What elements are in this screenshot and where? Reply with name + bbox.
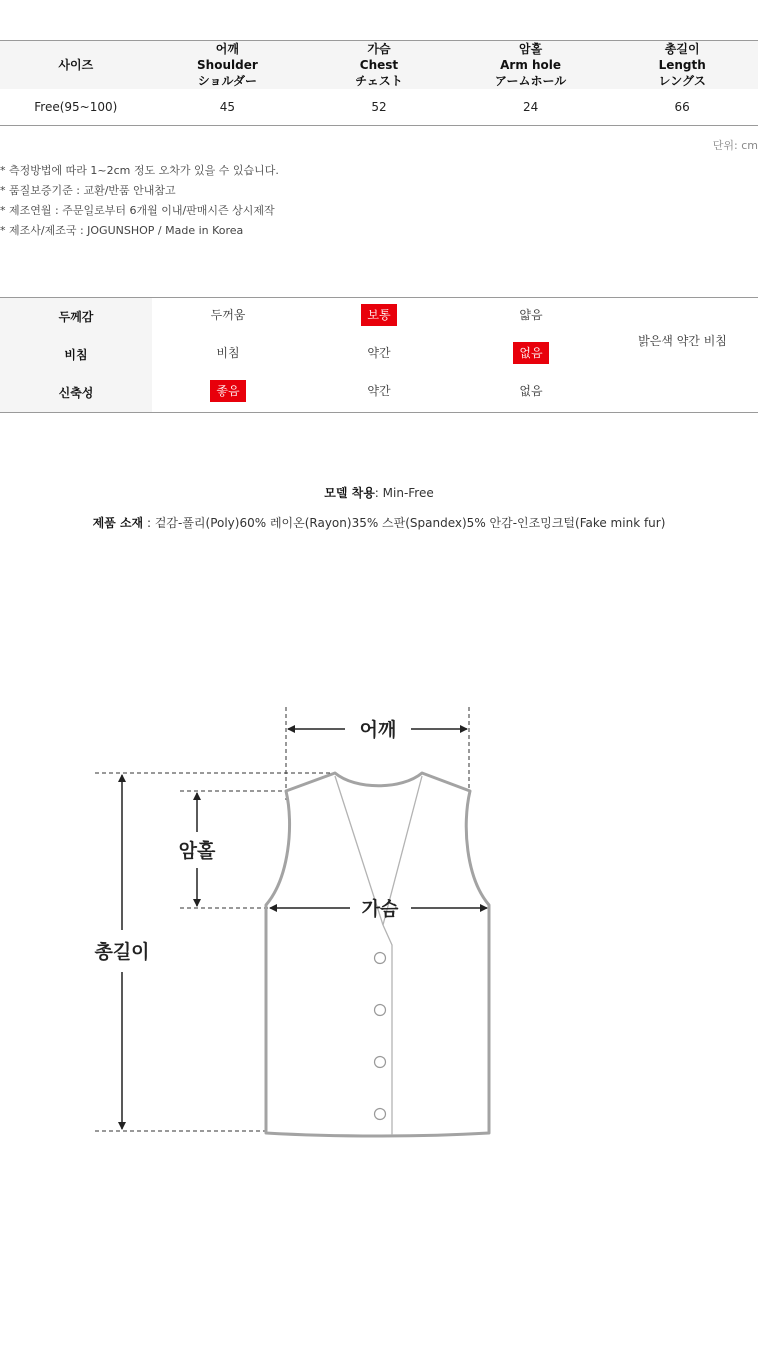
selected-badge: 좋음 xyxy=(210,380,245,402)
header-size: 사이즈 xyxy=(58,58,94,72)
fabric-table xyxy=(0,297,758,413)
model-info xyxy=(0,484,758,501)
fabric-option xyxy=(163,380,293,402)
fabric-label-sheerness: 비침 xyxy=(64,348,88,362)
fabric-option: 없음 xyxy=(519,384,543,398)
fabric-option xyxy=(314,304,444,326)
fabric-option: 얇음 xyxy=(519,308,543,322)
material-label: 제품 소재 xyxy=(92,516,144,530)
button-icon xyxy=(375,1109,386,1120)
unit-label: 단위: cm xyxy=(712,139,758,152)
length-label: 총길이 xyxy=(94,941,150,963)
model-value: : Min-Free xyxy=(374,486,434,500)
row-length-value: 66 xyxy=(674,100,690,114)
row-armhole-value: 24 xyxy=(522,100,539,114)
row-size: Free(95~100) xyxy=(34,100,118,114)
fabric-option: 약간 xyxy=(367,346,391,360)
fabric-option: 두꺼움 xyxy=(210,308,246,322)
note-item: * 측정방법에 따라 1~2cm 정도 오차가 있을 수 있습니다. xyxy=(0,164,279,177)
selected-badge: 보통 xyxy=(361,304,396,326)
note-item: * 품질보증기준 : 교환/반품 안내참고 xyxy=(0,184,176,197)
note-item: * 제조사/제조국 : JOGUNSHOP / Made in Korea xyxy=(0,224,244,237)
header-armhole: 암홀 Arm hole アームホール xyxy=(494,42,567,88)
notes-list xyxy=(0,161,279,241)
row-chest-value: 52 xyxy=(371,100,387,114)
header-chest: 가슴 Chest チェスト xyxy=(355,42,403,88)
model-label: 모델 착용 xyxy=(324,486,375,500)
material-info xyxy=(0,514,758,531)
fabric-note: 밝은색 약간 비침 xyxy=(638,334,727,348)
shoulder-label: 어깨 xyxy=(359,719,397,741)
chest-label: 가슴 xyxy=(361,898,399,920)
button-icon xyxy=(375,1005,386,1016)
header-shoulder: 어깨 Shoulder ショルダー xyxy=(197,42,258,88)
fabric-label-stretch: 신축성 xyxy=(58,386,94,400)
fabric-label-thickness: 두께감 xyxy=(58,310,94,324)
button-icon xyxy=(375,1057,386,1068)
selected-badge: 없음 xyxy=(513,342,548,364)
measurement-arrows xyxy=(122,729,487,1129)
fabric-option: 비침 xyxy=(216,346,240,360)
size-table-header xyxy=(0,41,758,89)
fabric-option xyxy=(466,342,596,364)
material-value: : 겉감-폴리(Poly)60% 레이온(Rayon)35% 스판(Spandex)5% 안감-인조밍크털(Fake mink fur) xyxy=(143,516,666,530)
size-table xyxy=(0,40,758,126)
button-icon xyxy=(375,953,386,964)
size-table-row xyxy=(0,89,758,125)
fabric-option: 약간 xyxy=(367,384,391,398)
note-item: * 제조연월 : 주문일로부터 6개월 이내/판매시즌 상시제작 xyxy=(0,204,275,217)
header-length: 총길이 Length レングス xyxy=(658,42,706,88)
guide-lines xyxy=(95,707,469,1131)
armhole-label: 암홀 xyxy=(178,840,216,862)
row-shoulder-value: 45 xyxy=(219,100,236,114)
vest-measurement-diagram xyxy=(0,690,758,1160)
vest-buttons xyxy=(375,953,386,1120)
